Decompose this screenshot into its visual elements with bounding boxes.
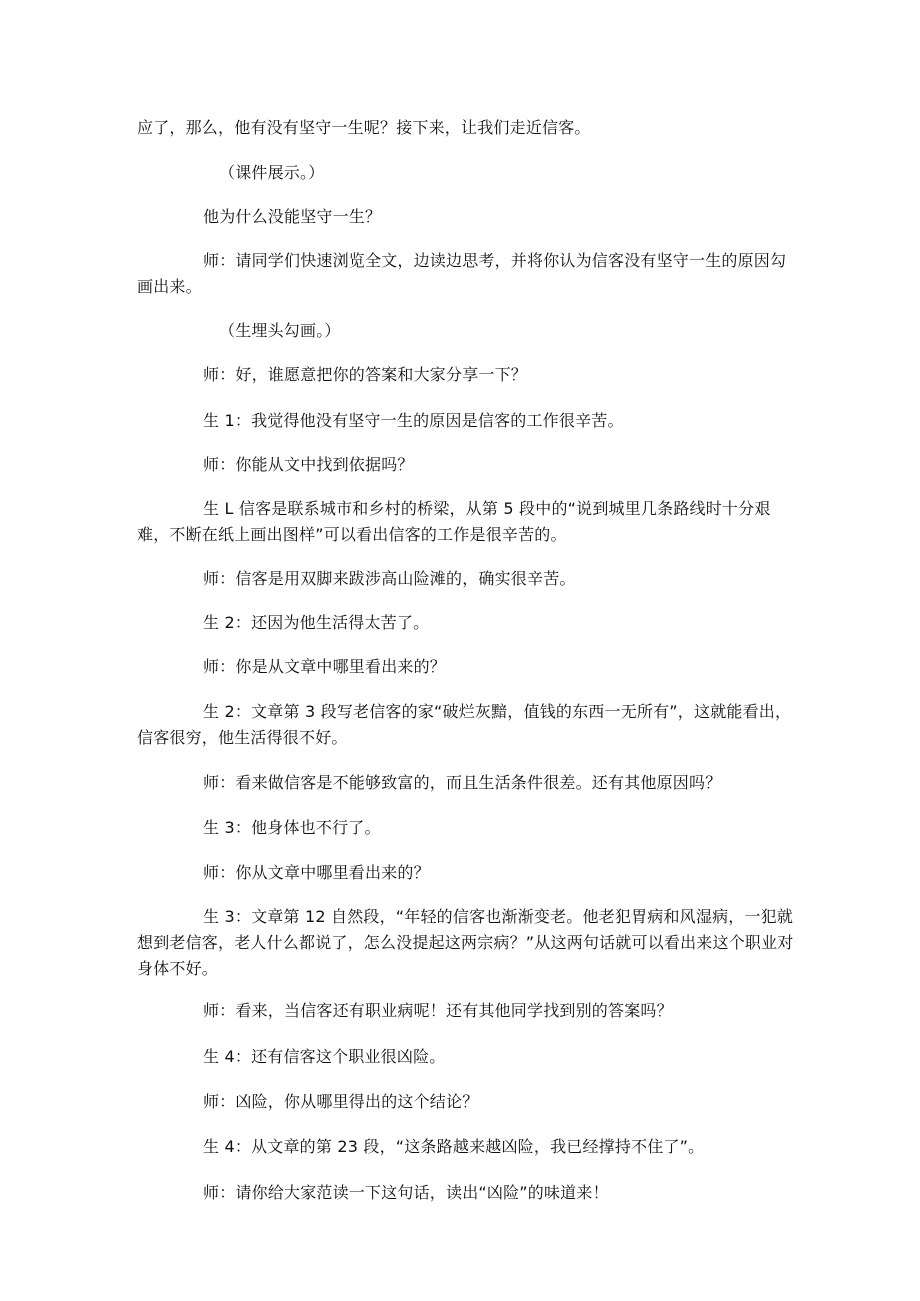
paragraph-4: 师：请同学们快速浏览全文，边读边思考，并将你认为信客没有坚守一生的原因勾画出来。	[137, 251, 787, 296]
paragraph-12: 师：你是从文章中哪里看出来的？	[203, 657, 447, 676]
paragraph-22: 师：请你给大家范读一下这句话，读出“凶险”的味道来！	[203, 1183, 609, 1202]
paragraph-7: 生 1：我觉得他没有坚守一生的原因是信客的工作很辛苦。	[203, 411, 624, 430]
paragraph-21: 生 4：从文章的第 23 段，“这条路越来越凶险，我已经撑持不住了”。	[203, 1137, 705, 1156]
paragraph-13: 生 2：文章第 3 段写老信客的家“破烂灰黯，值钱的东西一无所有”，这就能看出，信客很穷，他生活得很不好。	[137, 702, 792, 747]
paragraph-16: 师：你从文章中哪里看出来的？	[203, 863, 430, 882]
paragraph-19: 生 4：还有信客这个职业很凶险。	[203, 1047, 446, 1066]
paragraph-17: 生 3：文章第 12 自然段，“年轻的信客也渐渐变老。他老犯胃病和风湿病，一犯就想到老信客，老人什么都说了，怎么没提起这两宗病？”从这两句话就可以看出来这个职业对身体不好。	[137, 907, 794, 978]
paragraph-5: （生埋头勾画。）	[219, 321, 341, 340]
paragraph-10: 师：信客是用双脚来跋涉高山险滩的，确实很辛苦。	[203, 569, 576, 588]
paragraph-11: 生 2：还因为他生活得太苦了。	[203, 613, 430, 632]
paragraph-20: 师：凶险，你从哪里得出的这个结论？	[203, 1092, 479, 1111]
paragraph-9: 生 L 信客是联系城市和乡村的桥梁，从第 5 段中的“说到城里几条路线时十分艰难，不断在纸上画出图样”可以看出信客的工作是很辛苦的。	[137, 499, 771, 544]
paragraph-14: 师：看来做信客是不能够致富的，而且生活条件很差。还有其他原因吗？	[203, 773, 722, 792]
paragraph-8: 师：你能从文中找到依据吗？	[203, 455, 414, 474]
paragraph-3: 他为什么没能坚守一生？	[203, 207, 382, 226]
paragraph-1: 应了，那么，他有没有坚守一生呢？接下来，让我们走近信客。	[137, 118, 591, 137]
paragraph-18: 师：看来，当信客还有职业病呢！还有其他同学找到别的答案吗？	[203, 1001, 673, 1020]
paragraph-15: 生 3：他身体也不行了。	[203, 818, 381, 837]
paragraph-6: 师：好，谁愿意把你的答案和大家分享一下？	[203, 365, 528, 384]
paragraph-2: （课件展示。）	[219, 163, 325, 182]
